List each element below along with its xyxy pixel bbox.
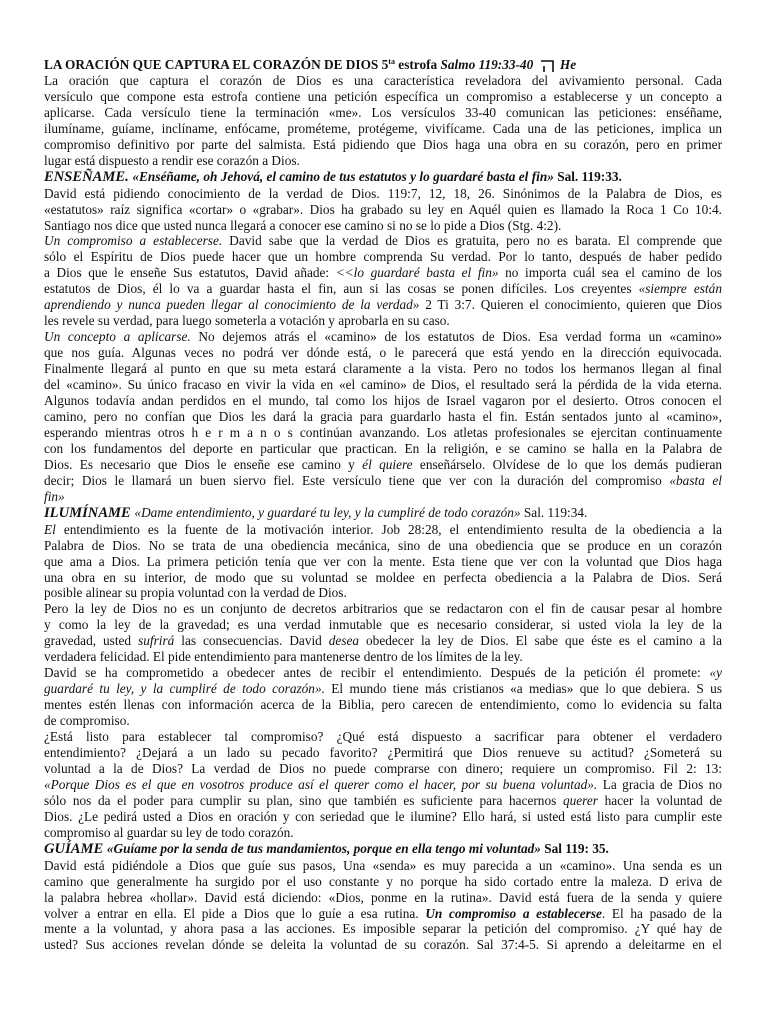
hebrew-he-letter-icon: [540, 59, 554, 72]
text-line: [44, 538, 722, 554]
text-run: El: [44, 521, 56, 537]
text-run: las consecuencias. David: [174, 633, 329, 649]
text-run: hacer la voluntad de: [597, 792, 722, 808]
text-run: él quiere: [362, 456, 413, 472]
text-line: [44, 218, 722, 234]
text-run: <<lo guardaré basta el fin»: [335, 265, 499, 281]
text-run: compromiso al guardar su ley de todo corazón.: [44, 824, 294, 840]
text-run: de compromiso.: [44, 713, 130, 729]
text-run: ILUMÍNAME: [44, 504, 135, 521]
text-run: «Guíame por la senda de tus mandamientos, porque en ella tengo mi voluntad»: [106, 840, 541, 856]
text-line: [44, 906, 722, 922]
text-line: [44, 777, 722, 793]
text-run: Pero la ley de Dios no es un conjunto de decretos arbitrarios que se redactaron con el fin de causar pesar al hombre: [44, 601, 722, 617]
text-run: no importa cuál sea el camino de los: [498, 265, 722, 281]
text-run: David sabe que la verdad de Dios es gratuita, pero no es barata. El comprende que: [222, 233, 722, 249]
text-run: entendimiento es la fuente de la motivación interior. Job 28:28, el entendimiento resulta de la obediencia a la: [55, 521, 722, 537]
text-run: No dejemos atrás el «camino» de los estatutos de Dios. Esa verdad forma un «camino»: [190, 329, 722, 345]
text-line: [44, 874, 722, 890]
text-run: . El ha pasado de la: [601, 905, 722, 921]
text-run: mente a la voluntad, y ahora pasa a las acciones. Es imposible separar la petición del compromiso. ¿Y qué hay de: [44, 921, 722, 937]
text-line: [44, 681, 722, 697]
text-run: enseñárselo. Olvídese de lo que los demás pudieran: [412, 456, 722, 472]
text-run: la palabra hebrea «hollar». David está diciendo: «Dios, ponme en la rutina». David está fuera de la senda y quiere: [44, 889, 722, 905]
text-line: [44, 249, 722, 265]
text-line: [44, 441, 722, 457]
text-run: La oración que captura el corazón de Dios es una característica reveladora del avivamiento personal. Cada: [44, 72, 722, 88]
text-run: La gracia de Dios no: [597, 776, 723, 792]
text-run: Salmo 119:33-40: [440, 57, 537, 72]
text-run: y como la ley de la gravedad; es una verdad inmutable que es necesario considerar, si usted viola la ley de la: [44, 617, 722, 633]
text-run: Sal. 119:33.: [553, 168, 622, 184]
text-line: [44, 89, 722, 105]
text-line: [44, 473, 722, 489]
text-run: sólo el Espíritu de Dios puede hacer que un hombre comprenda Su verdad. Por lo tanto, después de haber pedido: [44, 249, 722, 265]
text-line: [44, 265, 722, 281]
text-run: «Enséñame, oh Jehová, el camino de tus estatutos y lo guardaré basta el fin»: [132, 168, 554, 184]
text-run: decir; Dios le llamará un buen siervo fiel. Este versículo tiene que ver con la duración del compromiso: [44, 472, 670, 488]
text-line: [44, 890, 722, 906]
text-line: [44, 153, 722, 169]
text-line: [44, 329, 722, 345]
text-line: [44, 313, 722, 329]
text-run: versículo que compone esta estrofa contiene una petición específica un compromiso a establecerse y un concepto a: [44, 88, 722, 104]
text-run: posible alinear su propia voluntad con la verdad de Dios.: [44, 585, 347, 601]
text-run: Un concepto a aplicarse.: [44, 329, 191, 345]
text-run: «basta el: [669, 472, 722, 488]
text-run: que nos guía. Algunas veces no podrá ver dónde está, o le parecerá que está yendo en la dirección equivocada.: [44, 345, 722, 361]
text-line: [44, 105, 722, 121]
text-line: [44, 121, 722, 137]
text-run: esperando mientras otros h e r m a n o s continúan avanzando. Los atletas profesionales se ejercitan continuamente: [44, 424, 722, 440]
text-line: [44, 809, 722, 825]
text-run: que ama a Dios. La primera petición tenía que ver con la mente. Esta tiene que ver con la voluntad que Dios haga: [44, 553, 722, 569]
text-line: [44, 202, 722, 218]
text-run: «y: [709, 665, 722, 681]
text-run: verdadera felicidad. El pide entendimiento para mantenerse dentro de los límites de la ley.: [44, 649, 523, 665]
text-run: a Dios que le enseñe Sus estatutos, David añade:: [44, 265, 336, 281]
text-run: Sal 119: 35.: [540, 840, 609, 856]
text-run: Algunos todavía andan perdidos en el mundo, tal como los hijos de Israel vagaron por el desierto. Otros conocen el: [44, 393, 722, 409]
text-run: sólo nos da el poder para cumplir su plan, sino que también es suficiente para hacernos: [44, 792, 563, 808]
text-run: Santiago nos dice que usted nunca llegará a conocer ese camino si no se lo pide a Dios (Stg. 4:2).: [44, 217, 562, 233]
text-line: [44, 793, 722, 809]
text-run: ¿Está listo para establecer tal compromiso? ¿Qué está dispuesto a sacrificar para obtener el verdadero: [44, 729, 722, 745]
text-line: [44, 73, 722, 89]
text-run: David está pidiendo conocimiento de la verdad de Dios. 119:7, 12, 18, 26. Sinónimos de la Palabra de Dios, es: [44, 185, 722, 201]
text-line: [44, 169, 722, 186]
text-line: [44, 729, 722, 745]
text-run: desea: [328, 633, 360, 649]
text-line: [44, 665, 722, 681]
text-run: gravedad, usted: [44, 633, 139, 649]
text-line: [44, 585, 722, 601]
text-run: ENSEÑAME.: [44, 168, 133, 185]
text-run: He: [556, 57, 577, 72]
text-run: ta: [388, 57, 395, 66]
text-run: les revele su verdad, para luego someterla a votación y aprobarla en su caso.: [44, 313, 450, 329]
text-run: fin»: [44, 488, 65, 504]
text-line: [44, 281, 722, 297]
text-run: Dios. ¿Le pedirá usted a Dios en oración y con seriedad que le ilumine? Ello hará, si usted está listo para cumplir este: [44, 808, 722, 824]
text-run: Finalmente llegará al punto en que su meta estará claramente a la vista. Pero no todos los hermanos llegan al final: [44, 361, 722, 377]
text-line: [44, 233, 722, 249]
text-line: [44, 617, 722, 633]
text-line: [44, 361, 722, 377]
text-line: [44, 649, 722, 665]
text-line: [44, 457, 722, 473]
text-line: [44, 297, 722, 313]
text-run: Un compromiso a establecerse: [425, 905, 602, 921]
text-line: [44, 425, 722, 441]
text-run: con los fundamentos del deporte en particular que practican. En la religión, e se camino se halla en la Palabra de: [44, 440, 722, 456]
text-line: [44, 841, 722, 858]
text-line: [44, 858, 722, 874]
text-run: voluntad a la de Dios? La verdad de Dios no puede comprarse con dinero; requiere un compromiso. Fil 2: 13:: [44, 760, 722, 776]
text-run: 2 Ti 3:7. Quieren el conocimiento, quieren que Dios: [419, 297, 722, 313]
text-run: camino, pero no confían que Dios les dará la gracia para guardarlo hasta el fin. Están sentados junto al «camino»,: [44, 408, 722, 424]
text-run: usted? Sus acciones revelan dónde se deleita la voluntad de su corazón. Sal 37:4-5. Si aprendo a deleitarme en el: [44, 937, 722, 953]
text-line: [44, 825, 722, 841]
text-run: Un compromiso a establecerse.: [44, 233, 223, 249]
text-line: [44, 377, 722, 393]
text-run: mentes estén llenas con información acerca de la Biblia, pero carecen de entendimiento, como lo evidencia su falta: [44, 697, 722, 713]
text-run: estatutos de Dios, él lo va a guardar hasta el fin, aun si las cosas se ponen difíciles. Los creyentes: [44, 281, 639, 297]
text-run: volver a entrar en ella. El pide a Dios que lo guíe a esa rutina.: [44, 905, 426, 921]
text-run: aplicarse. Cada versículo tiene la terminación «me». Los versículos 33-40 comunican las peticiones: enséñame,: [44, 104, 722, 120]
text-run: ilumíname, guíame, inclíname, enfócame, prométeme, protégeme, vivifícame. Cada una de las peticiones, implica un: [44, 120, 722, 136]
text-run: entendimiento? ¿Dejará a un lado su pecado favorito? ¿Permitirá que Dios renueve su actitud? ¿Someterá su: [44, 744, 722, 760]
text-run: David está pidiéndole a Dios que guíe sus pasos, Una «senda» es muy parecida a un «camino». Una senda es un: [44, 857, 722, 873]
text-line: [44, 570, 722, 586]
text-line: [44, 921, 722, 937]
text-run: aprendiendo y nunca pueden llegar al conocimiento de la verdad»: [44, 297, 420, 313]
text-line: [44, 137, 722, 153]
text-run: «Dame entendimiento, y guardaré tu ley, y la cumpliré de todo corazón»: [134, 504, 521, 520]
text-line: [44, 554, 722, 570]
text-line: [44, 489, 722, 505]
text-run: compromiso definitivo por parte del salmista. Está pidiendo que Dios haga una obra en su corazón, pero en primer: [44, 136, 722, 152]
text-run: «Porque Dios es el que en vosotros produce así el querer como el hacer, por su buena voluntad».: [44, 776, 598, 792]
text-line: [44, 633, 722, 649]
text-run: querer: [562, 792, 598, 808]
text-run: del «camino». Su único fracaso en vivir la vida en «el camino» de Dios, el resultado será la pérdida de la vida eterna.: [44, 377, 722, 393]
text-run: camino que generalmente ha surgido por el uso constante y no porque ha sido cortado entre la maleza. D eriva de: [44, 873, 722, 889]
text-run: lugar está dispuesto a rendir ese corazón a Dios.: [44, 152, 300, 168]
text-line: [44, 761, 722, 777]
text-run: LA ORACIÓN QUE CAPTURA EL CORAZÓN DE DIOS 5: [44, 57, 389, 72]
text-run: obedecer la ley de Dios. El sabe que éste es el camino a la: [359, 633, 722, 649]
text-run: guardaré tu ley, y la cumpliré de todo corazón».: [44, 681, 325, 697]
text-line: [44, 522, 722, 538]
text-run: «estatutos» raíz significa «cortar» o «grabar». Dios ha grabado su ley en Aquél quien es llamado la Roca 1 Co 10:4.: [44, 201, 722, 217]
text-run: GUÍAME: [44, 840, 107, 857]
text-run: Sal. 119:34.: [520, 504, 588, 520]
text-run: estrofa: [394, 57, 441, 72]
text-line: [44, 697, 722, 713]
text-line: [44, 745, 722, 761]
text-line: [44, 601, 722, 617]
text-line: [44, 937, 722, 953]
text-run: «siempre están: [638, 281, 722, 297]
text-line: [44, 393, 722, 409]
text-run: El mundo tiene más cristianos «a medias» que lo que debiera. S us: [324, 681, 722, 697]
text-run: David se ha comprometido a obedecer antes de recibir el entendimiento. Después de la petición él promete:: [44, 665, 710, 681]
text-line: [44, 186, 722, 202]
text-run: Palabra de Dios. No se trata de una obediencia mecánica, sino de una obediencia que se produce en un corazón: [44, 537, 722, 553]
text-run: sufrirá: [138, 633, 175, 649]
text-line: [44, 713, 722, 729]
text-run: una obra en su interior, de modo que su voluntad se moldee en perfecta obediencia a la Palabra de Dios. Será: [44, 569, 722, 585]
section-title: [44, 54, 722, 73]
text-line: [44, 409, 722, 425]
text-line: [44, 505, 722, 522]
text-run: Dios. Es necesario que Dios le enseñe ese camino y: [44, 456, 363, 472]
text-line: [44, 345, 722, 361]
